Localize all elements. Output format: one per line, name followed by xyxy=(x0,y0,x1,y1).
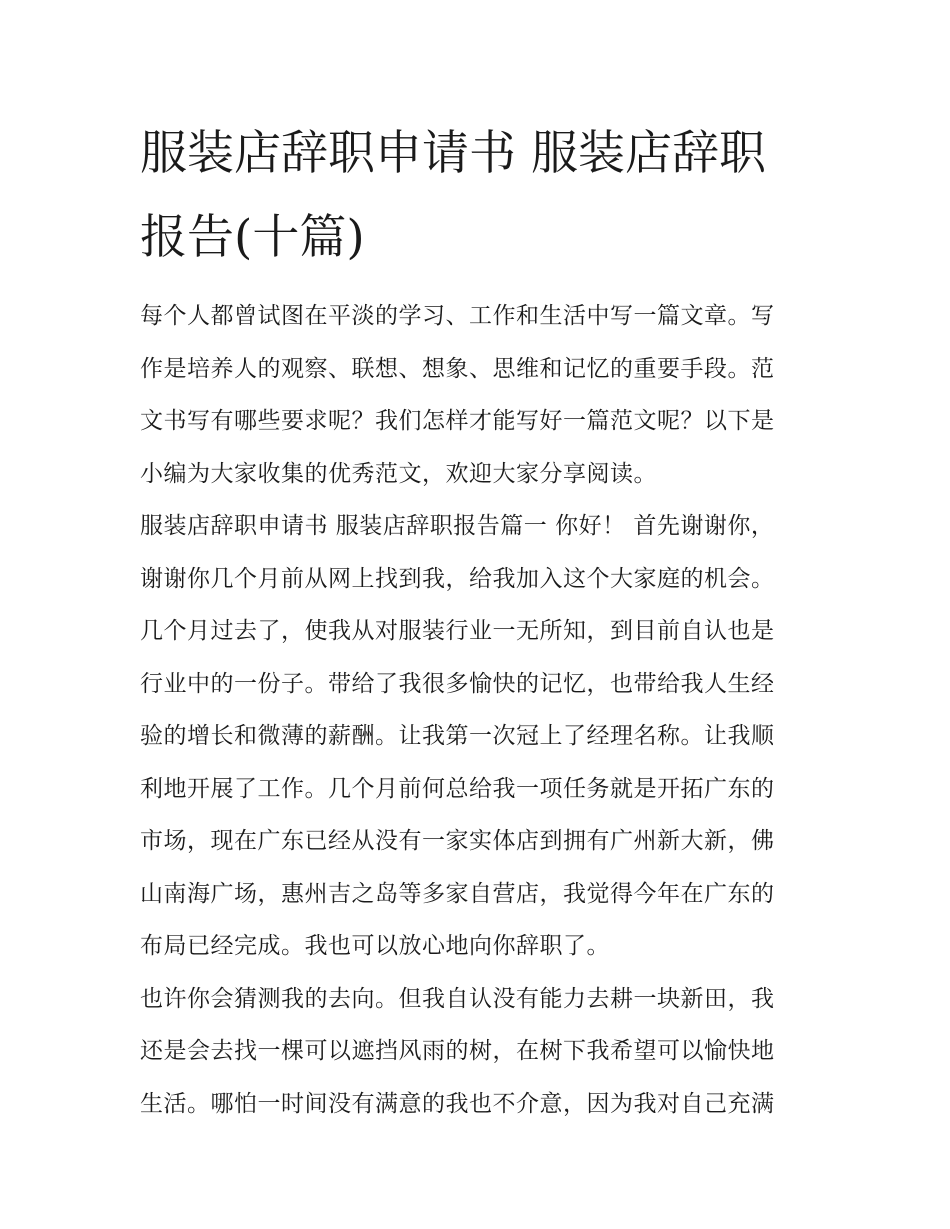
title-line-2: 报告(十篇) xyxy=(140,210,365,265)
text-line: 每个人都曾试图在平淡的学习、工作和生活中写一篇文章。写 xyxy=(140,303,775,329)
text-line: 作是培养人的观察、联想、想象、思维和记忆的重要手段。范 xyxy=(140,355,775,382)
text-line: 文书写有哪些要求呢？我们怎样才能写好一篇范文呢？以下是 xyxy=(140,408,775,434)
text-line: 小编为大家收集的优秀范文，欢迎大家分享阅读。 xyxy=(140,460,657,487)
paragraph-letter-1 xyxy=(140,500,812,973)
document-title xyxy=(140,112,812,280)
text-line: 行业中的一份子。带给了我很多愉快的记忆，也带给我人生经 xyxy=(140,670,775,697)
text-line: 也许你会猜测我的去向。但我自认没有能力去耕一块新田，我 xyxy=(140,985,775,1012)
text-line: 服装店辞职申请书 服装店辞职报告篇一 你好！ 首先谢谢你， xyxy=(140,513,775,539)
text-line: 市场，现在广东已经从没有一家实体店到拥有广州新大新，佛 xyxy=(140,828,775,854)
text-line: 还是会去找一棵可以遮挡风雨的树，在树下我希望可以愉快地 xyxy=(140,1038,775,1064)
paragraph-intro xyxy=(140,290,812,500)
document-page xyxy=(140,112,812,1130)
text-line: 几个月过去了，使我从对服装行业一无所知，到目前自认也是 xyxy=(140,618,775,644)
text-line: 验的增长和微薄的薪酬。让我第一次冠上了经理名称。让我顺 xyxy=(140,723,775,749)
paragraph-letter-2 xyxy=(140,973,812,1131)
text-line: 生活。哪怕一时间没有满意的我也不介意，因为我对自己充满 xyxy=(140,1090,775,1117)
text-line: 谢谢你几个月前从网上找到我，给我加入这个大家庭的机会。 xyxy=(140,565,775,592)
text-line: 山南海广场，惠州吉之岛等多家自营店，我觉得今年在广东的 xyxy=(140,880,775,907)
title-line-1: 服装店辞职申请书 服装店辞职 xyxy=(140,126,766,181)
text-line: 利地开展了工作。几个月前何总给我一项任务就是开拓广东的 xyxy=(140,775,775,802)
text-line: 布局已经完成。我也可以放心地向你辞职了。 xyxy=(140,933,610,959)
